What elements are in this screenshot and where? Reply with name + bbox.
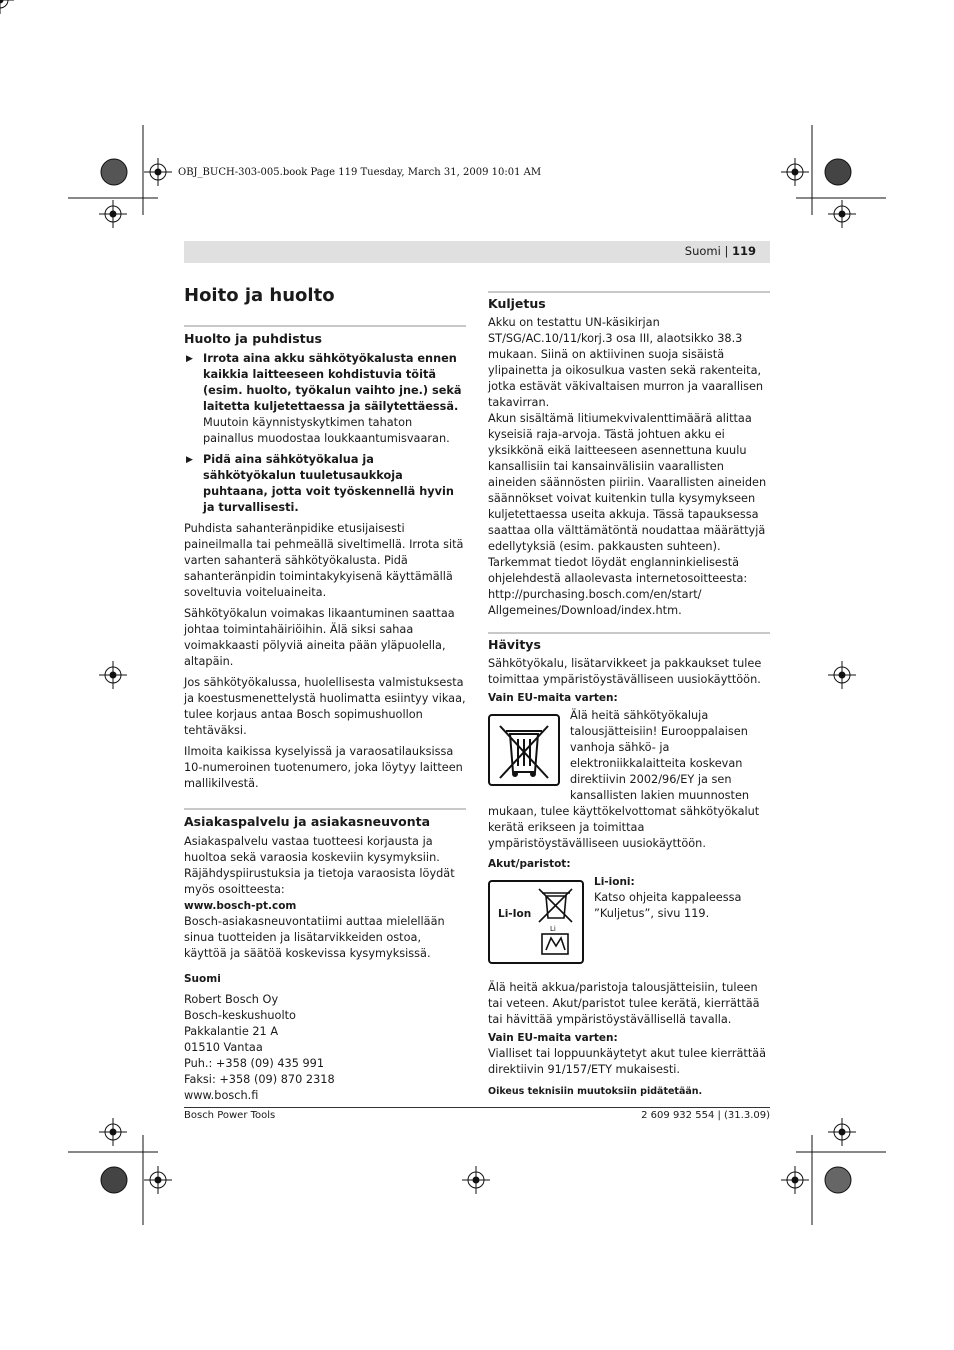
bullet-triangle-icon: ▶ <box>186 455 193 465</box>
paragraph: Vialliset tai loppuunkäytetyt akut tulee kierrättää direktiivin 91/157/ETY mukaisesti. <box>488 1047 767 1076</box>
weee-paragraph: Älä heitä sähkötyökaluja talousjätteisiin! Eurooppalaisen vanhoja sähkö- ja elektroniikkalaitteita koskevan direktiivin 2002/96/EY ja sen kansallisten lakien muunnosten mukaan, tulee käyttökelvottomat sähkötyökalut kerätä erikseen ja toimittaa ympäristöystävälliseen uusiokäyttöön. <box>488 709 760 850</box>
footer-rule <box>184 1107 770 1108</box>
bullet-triangle-icon: ▶ <box>186 354 193 364</box>
bullet-text: Muutoin käynnistyskytkimen tahaton painallus muodostaa loukkaantumisvaaran. <box>203 416 450 445</box>
section-heading-disposal: Hävitys <box>488 637 541 652</box>
section-rule <box>184 325 466 327</box>
header-text <box>685 244 756 258</box>
right-column <box>488 291 770 1100</box>
section-rule <box>488 291 770 293</box>
liion-label: Li-ioni: <box>594 876 635 888</box>
section-rule <box>184 808 466 810</box>
section-rule <box>488 632 770 634</box>
transport-url-link[interactable]: Allgemeines/Download/index.htm. <box>488 604 682 617</box>
paragraph: Ilmoita kaikissa kyselyissä ja varaosatilauksissa 10-numeroinen tuotenumero, joka löytyy laitteen mallikilvestä. <box>184 745 463 790</box>
paragraph: Älä heitä akkua/paristoja talousjätteisiin, tuleen tai veteen. Akut/paristot tulee kerätä, kierrättää tai hävittää ympäristöystävällisellä tavalla. <box>488 981 760 1026</box>
weee-block <box>488 708 770 852</box>
address-line: Pakkalantie 21 A <box>184 1025 279 1038</box>
battery-block <box>488 874 770 974</box>
section-heading-transport: Kuljetus <box>488 296 546 311</box>
bullet-item <box>184 452 466 516</box>
paragraph: Akku on testattu UN-käsikirjan ST/SG/AC.10/11/korj.3 osa III, alaotsikko 38.3 mukaan. Siinä on aktiivinen suoja sisäistä ylipainetta ja oikosulkua vasten sekä rakenteita, jotka estävät väkivaltaisen murron ja vaarallisen takavirran. <box>488 316 764 409</box>
website-link[interactable]: www.bosch.fi <box>184 1089 259 1102</box>
header-language: Suomi <box>684 244 721 258</box>
paragraph: Sähkötyökalun voimakas likaantuminen saattaa johtaa toimintahäiriöihin. Älä siksi sahaa voimakkaasti pölyviä aineita pään yläpuolella, altapäin. <box>184 607 455 668</box>
country-label: Suomi <box>184 973 221 985</box>
liion-note <box>594 874 770 922</box>
bullet-bold-text: Irrota aina akku sähkötyökalusta ennen kaikkia laitteeseen kohdistuvia töitä (esim. huolto, työkalun vaihto jne.) sekä laitetta kuljetettaessa ja säilytettäessä. <box>203 352 462 413</box>
left-column <box>184 325 466 1104</box>
transport-url-link[interactable]: http://purchasing.bosch.com/en/start/ <box>488 588 702 601</box>
header-page-number: 119 <box>731 244 756 258</box>
batteries-label: Akut/paristot: <box>488 858 571 870</box>
footer-brand: Bosch Power Tools <box>184 1110 276 1121</box>
technical-changes-notice: Oikeus teknisiin muutoksiin pidätetään. <box>488 1086 703 1097</box>
address-line: Bosch-keskushuolto <box>184 1009 296 1022</box>
li-icon-label: Li <box>550 925 556 933</box>
address-line: Robert Bosch Oy <box>184 993 279 1006</box>
fax-line: Faksi: +358 (09) 870 2318 <box>184 1073 335 1086</box>
paragraph: Akun sisältämä litiumekvivalenttimäärä alittaa kyseisiä raja-arvoja. Tästä johtuen akku ei yksikkönä eikä laitteeseen asennettuna kuulu kansallisiin tai kansainvälisiin vaarallisten aineiden säännösten piiriin. Vaarallisten aineiden säännökset voivat kuitenkin tulla kysymykseen kuljetettaessa useita akkuja. Tässä tapauksessa saattaa olla välttämätöntä noudattaa määrättyjä edellytyksiä (esim. pakkausten suhteen). Tarkemmat tiedot löydät englanninkielisestä ohjelehdestä allaolevasta internetosoitteesta: <box>488 412 767 585</box>
address-line: 01510 Vantaa <box>184 1041 263 1054</box>
footer-document-number: 2 609 932 554 | (31.3.09) <box>641 1110 770 1121</box>
paragraph: Asiakaspalvelu vastaa tuotteesi korjausta ja huoltoa sekä varaosia koskeviin kysymyksiin. Räjähdyspiirustuksia ja tietoja varaosista löydät myös osoitteesta: <box>184 835 455 896</box>
page-title: Hoito ja huolto <box>184 285 335 306</box>
paragraph: Bosch-asiakasneuvontatiimi auttaa mielellään sinua tuotteiden ja lisätarvikkeiden ostoa, käyttöä ja säätöä koskevissa kysymyksissä. <box>184 915 445 960</box>
bullet-bold-text: Pidä aina sähkötyökalua ja sähkötyökalun tuuletusaukkoja puhtaana, jotta voit työskennellä hyvin ja turvallisesti. <box>203 453 454 514</box>
page-header <box>184 241 770 263</box>
header-separator: | <box>724 244 729 258</box>
eu-only-label: Vain EU-maita varten: <box>488 692 618 704</box>
battery-recycle-icon <box>488 880 584 964</box>
service-url-link[interactable]: www.bosch-pt.com <box>184 900 297 912</box>
phone-line: Puh.: +358 (09) 435 991 <box>184 1057 325 1070</box>
paragraph: Jos sähkötyökalussa, huolellisesta valmistuksesta ja koestusmenettelystä huolimatta esiintyy vikaa, tulee korjaus antaa Bosch sopimushuollon tehtäväksi. <box>184 676 466 737</box>
print-line: OBJ_BUCH-303-005.book Page 119 Tuesday, March 31, 2009 10:01 AM <box>178 167 542 178</box>
eu-only-label: Vain EU-maita varten: <box>488 1032 618 1044</box>
liion-icon-label: Li-Ion <box>498 908 532 920</box>
paragraph: Puhdista sahanteränpidike etusijaisesti paineilmalla tai pehmeällä siveltimellä. Irrota sitä varten sahanterä sähkötyökalusta. Pidä sahanteränpidin toimintakykyisenä käyttämällä soveltuvia voiteluaineita. <box>184 522 464 599</box>
weee-bin-icon <box>488 714 560 786</box>
paragraph: Sähkötyökalu, lisätarvikkeet ja pakkaukset tulee toimittaa ympäristöystävälliseen uusiokäyttöön. <box>488 657 762 686</box>
bullet-item <box>184 351 466 447</box>
section-heading-maintenance: Huolto ja puhdistus <box>184 331 322 346</box>
liion-text: Katso ohjeita kappaleessa ”Kuljetus”, sivu 119. <box>594 891 742 920</box>
address-block <box>184 992 466 1104</box>
section-heading-customer-service: Asiakaspalvelu ja asiakasneuvonta <box>184 814 431 829</box>
